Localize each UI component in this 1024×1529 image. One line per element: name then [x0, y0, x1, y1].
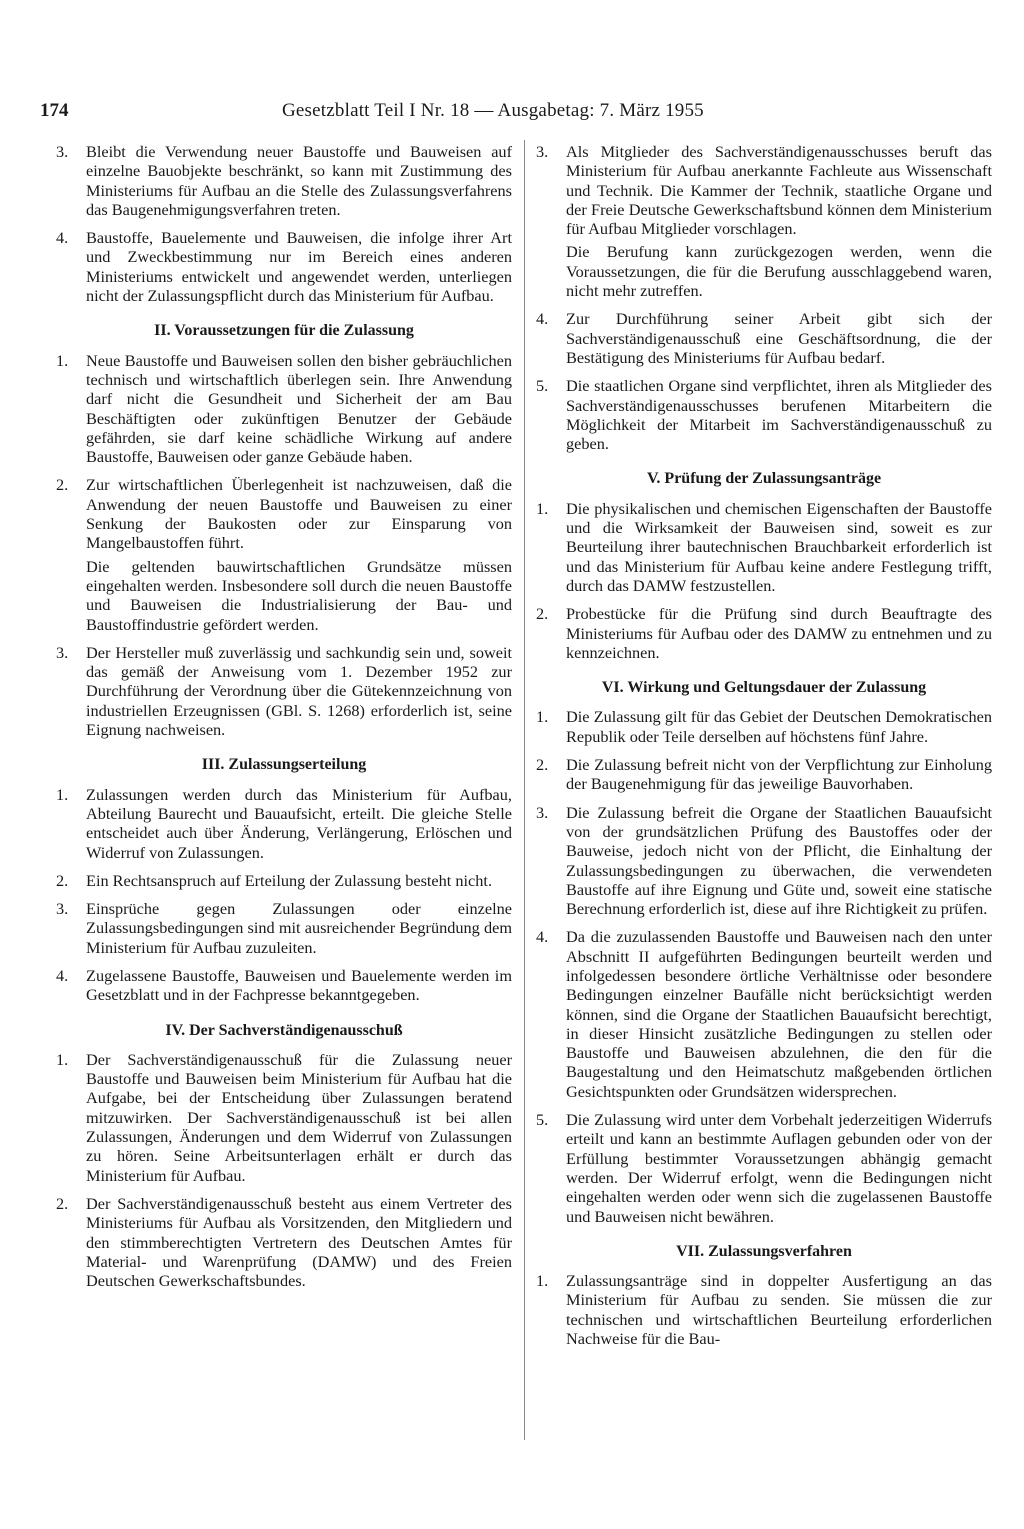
item-continuation: Die geltenden bauwirtschaftlichen Grundsätze müssen eingehalten werden. Insbesondere soll durch die neuen Baustoffe und Bauweisen die Industrialisierung der Bau- und Baustoffindustrie gefördert werden. [86, 556, 512, 634]
item-text: Ein Rechtsanspruch auf Erteilung der Zulassung besteht nicht. [86, 870, 493, 890]
item-text: Der Sachverständigenausschuß für die Zulassung neuer Baustoffe und Bauweisen beim Ministerium für Aufbau hat die Aufgabe, bei der Entscheidung über Zulassungen beratend mitzuwirken. Der Sachverständigenausschuß ist bei allen Zulassungen, Änderungen und dem Widerruf von Zulassungen zu hören. Seine Arbeitsunterlagen erhält er durch das Ministerium für Aufbau. [86, 1049, 512, 1185]
item-text: Die Zulassung gilt für das Gebiet der Deutschen Demokratischen Republik oder Teile derselben auf höchstens fünf Jahre. [566, 707, 992, 746]
paragraph-item [536, 142, 992, 300]
paragraph-item [536, 1271, 992, 1348]
paragraph-item [536, 499, 992, 595]
item-number: 1. [56, 350, 69, 370]
paragraph-item [56, 899, 512, 957]
item-number: 1. [56, 1049, 69, 1069]
item-text: Zulassungen werden durch das Ministerium für Aufbau, Abteilung Baurecht und Bauaufsicht, erteilt. Die gleiche Stelle entscheidet auch über Änderung, Verlängerung, Erlöschen und Widerruf von Zulassungen. [86, 784, 512, 862]
item-continuation: Die Berufung kann zurückgezogen werden, wenn die Voraussetzungen, die für die Berufung ausschlaggebend waren, nicht mehr zutreffen. [566, 242, 992, 301]
item-text: Die Zulassung wird unter dem Vorbehalt jederzeitigen Widerrufs erteilt und kann an bestimmte Auflagen gebunden oder von der Erfüllung bestimmter Voraussetzungen abhängig gemacht werden. Der Widerruf erfolgt, wenn die Bedingungen nicht eingehalten werden oder wenn sich die zugelassenen Baustoffe und Bauweisen nicht bewähren. [566, 1110, 992, 1226]
item-text: Probestücke für die Prüfung sind durch Beauftragte des Ministeriums für Aufbau oder des DAMW zu entnehmen und zu kennzeichnen. [566, 604, 992, 662]
item-number: 2. [56, 870, 69, 890]
item-text: Die physikalischen und chemischen Eigenschaften der Baustoffe und die Wirksamkeit der Bauweisen sind, soweit es zur Beurteilung ihrer bautechnischen Brauchbarkeit erforderlich ist und das Ministerium für Aufbau keine andere Festlegung trifft, durch das DAMW festzustellen. [566, 498, 992, 595]
column-divider [524, 140, 525, 1440]
section-heading: V. Prüfung der Zulassungsanträge [646, 470, 882, 488]
item-number: 1. [536, 707, 549, 727]
item-number: 3. [536, 802, 549, 822]
section-heading: III. Zulassungserteilung [201, 756, 367, 774]
section-heading: IV. Der Sachverständigenausschuß [165, 1021, 403, 1039]
item-number: 1. [536, 498, 549, 518]
paragraph-item [536, 755, 992, 794]
item-number: 5. [536, 376, 549, 396]
item-text: Die Zulassung befreit die Organe der Staatlichen Bauaufsicht von der grundsätzlichen Prüfung des Baustoffes oder der Bauweise, jedoch nicht von der Pflicht, die Einhaltung der Zulassungsbedingungen zu überwachen, die verwendeten Baustoffe auf ihre Eignung und Güte und, soweit eine statische Berechnung erforderlich ist, diese auf ihre Richtigkeit zu prüfen. [566, 802, 992, 919]
paragraph-item [536, 309, 992, 367]
item-number: 2. [536, 755, 549, 775]
item-number: 4. [536, 309, 549, 329]
paragraph-item [56, 871, 512, 890]
item-text: Zugelassene Baustoffe, Bauweisen und Bauelemente werden im Gesetzblatt und in der Fachpresse bekanntgegeben. [86, 965, 512, 1005]
item-number: 1. [56, 784, 69, 804]
left-column [56, 142, 512, 1299]
item-text: Die Zulassung befreit nicht von der Verpflichtung zur Einholung der Baugenehmigung für das jeweilige Bauvorhaben. [566, 755, 992, 794]
item-number: 2. [536, 604, 549, 624]
item-text: Bleibt die Verwendung neuer Baustoffe und Bauweisen auf einzelne Bauobjekte beschränkt, so kann mit Zustimmung des Ministeriums für Aufbau an die Stelle des Zulassungsverfahrens das Baugenehmigungsverfahren treten. [86, 142, 512, 219]
page-number: 174 [40, 100, 69, 121]
paragraph-item [56, 1050, 512, 1185]
item-text: Der Hersteller muß zuverlässig und sachkundig sein und, soweit das gemäß der Anweisung vom 1. Dezember 1952 zur Durchführung der Verordnung über die Gütekennzeichnung von industriellen Erzeugnissen (GBl. S. 1268) erforderlich ist, seine Eignung nachweisen. [86, 642, 512, 740]
item-number: 5. [536, 1110, 549, 1130]
section-heading: VI. Wirkung und Geltungsdauer der Zulassung [601, 679, 927, 697]
paragraph-item [56, 1194, 512, 1290]
paragraph-item [536, 604, 992, 662]
section-heading: II. Voraussetzungen für die Zulassung [154, 322, 414, 340]
item-text: Da die zuzulassenden Baustoffe und Bauweisen nach den unter Abschnitt II aufgeführten Bedingungen beurteilt werden und infolgedessen besondere örtliche Verhältnisse oder besondere Bedingungen einzelner Baufälle nicht berücksichtigt werden können, sind die Organe der Staatlichen Bauaufsicht berechtigt, in dieser Hinsicht zusätzliche Bedingungen zu stellen oder Baustoffe und Bauweisen abzulehnen, die den für die Baugestaltung und den Heimatschutz maßgebenden örtlichen Gesichtspunkten oder Grundsätzen widersprechen. [566, 927, 992, 1101]
right-column [536, 142, 992, 1357]
item-text-group [86, 475, 512, 633]
item-text-group [566, 142, 992, 300]
item-text: Zur Durchführung seiner Arbeit gibt sich der Sachverständigenausschuß eine Geschäftsordnung, die der Bestätigung des Ministeriums für Aufbau bedarf. [566, 309, 992, 367]
item-number: 4. [56, 965, 69, 985]
item-text: Zur wirtschaftlichen Überlegenheit ist nachzuweisen, daß die Anwendung der neuen Baustoffe und Bauweisen zu einer Senkung der Baukosten oder zur Einsparung von Mangelbaustoffen führt. [86, 475, 512, 553]
paragraph-item [536, 1110, 992, 1226]
paragraph-item [56, 785, 512, 862]
item-text: Der Sachverständigenausschuß besteht aus einem Vertreter des Ministeriums für Aufbau als Vorsitzenden, den Mitgliedern und den stimmberechtigten Vertretern des Deutschen Amtes für Material- und Warenprüfung (DAMW) und des Freien Deutschen Gewerkschaftsbundes. [86, 1193, 512, 1291]
item-number: 2. [56, 1193, 69, 1213]
item-text: Zulassungsanträge sind in doppelter Ausfertigung an das Ministerium für Aufbau zu senden. Sie müssen die zur technischen und wirtschaftlichen Beurteilung erforderlichen Nachweise für die Bau- [566, 1271, 992, 1349]
paragraph-item [536, 376, 992, 453]
paragraph-item [536, 707, 992, 746]
paragraph-item [56, 142, 512, 219]
item-number: 3. [56, 142, 69, 161]
item-number: 3. [56, 899, 69, 919]
paragraph-item [536, 927, 992, 1101]
paragraph-item [56, 228, 512, 305]
item-number: 2. [56, 475, 69, 495]
item-text: Baustoffe, Bauelemente und Bauweisen, die infolge ihrer Art und Zweckbestimmung nur im Bereich eines anderen Ministeriums entwickelt und angewendet werden, unterliegen nicht der Zulassungspflicht durch das Ministerium für Aufbau. [86, 228, 512, 306]
section-heading: VII. Zulassungsverfahren [676, 1242, 852, 1260]
item-text: Die staatlichen Organe sind verpflichtet, ihren als Mitglieder des Sachverständigenausschusses berufenen Mitarbeitern die Möglichkeit der Mitarbeit im Sachverständigenausschuß zu geben. [566, 376, 992, 454]
paragraph-item [536, 803, 992, 919]
item-number: 4. [536, 927, 549, 947]
paragraph-item [56, 966, 512, 1005]
item-number: 3. [56, 642, 69, 662]
paragraph-item [56, 643, 512, 739]
paragraph-item [56, 475, 512, 633]
item-number: 1. [536, 1271, 549, 1291]
item-number: 3. [536, 142, 549, 161]
item-text: Neue Baustoffe und Bauweisen sollen den bisher gebräuchlichen technisch und wirtschaftlich überlegen sein. Ihre Anwendung darf nicht die Gesundheit und Sicherheit der am Bau Beschäftigten oder zukünftigen Benutzer der Gebäude gefährden, sie darf keine schädliche Wirkung auf andere Baustoffe, Bauweisen oder ganze Gebäude haben. [86, 350, 512, 467]
paragraph-item [56, 351, 512, 467]
item-text: Einsprüche gegen Zulassungen oder einzelne Zulassungsbedingungen sind mit ausreichender Begründung dem Ministerium für Aufbau zuzuleiten. [86, 899, 512, 957]
item-number: 4. [56, 228, 69, 248]
running-title: Gesetzblatt Teil I Nr. 18 — Ausgabetag: 7. März 1955 [282, 100, 704, 121]
item-text: Als Mitglieder des Sachverständigenausschusses beruft das Ministerium für Aufbau anerkannte Fachleute aus Wissenschaft und Technik. Die Kammer der Technik, staatliche Organe und der Freie Deutsche Gewerkschaftsbund können dem Ministerium für Aufbau Mitglieder vorschlagen. [566, 142, 992, 239]
